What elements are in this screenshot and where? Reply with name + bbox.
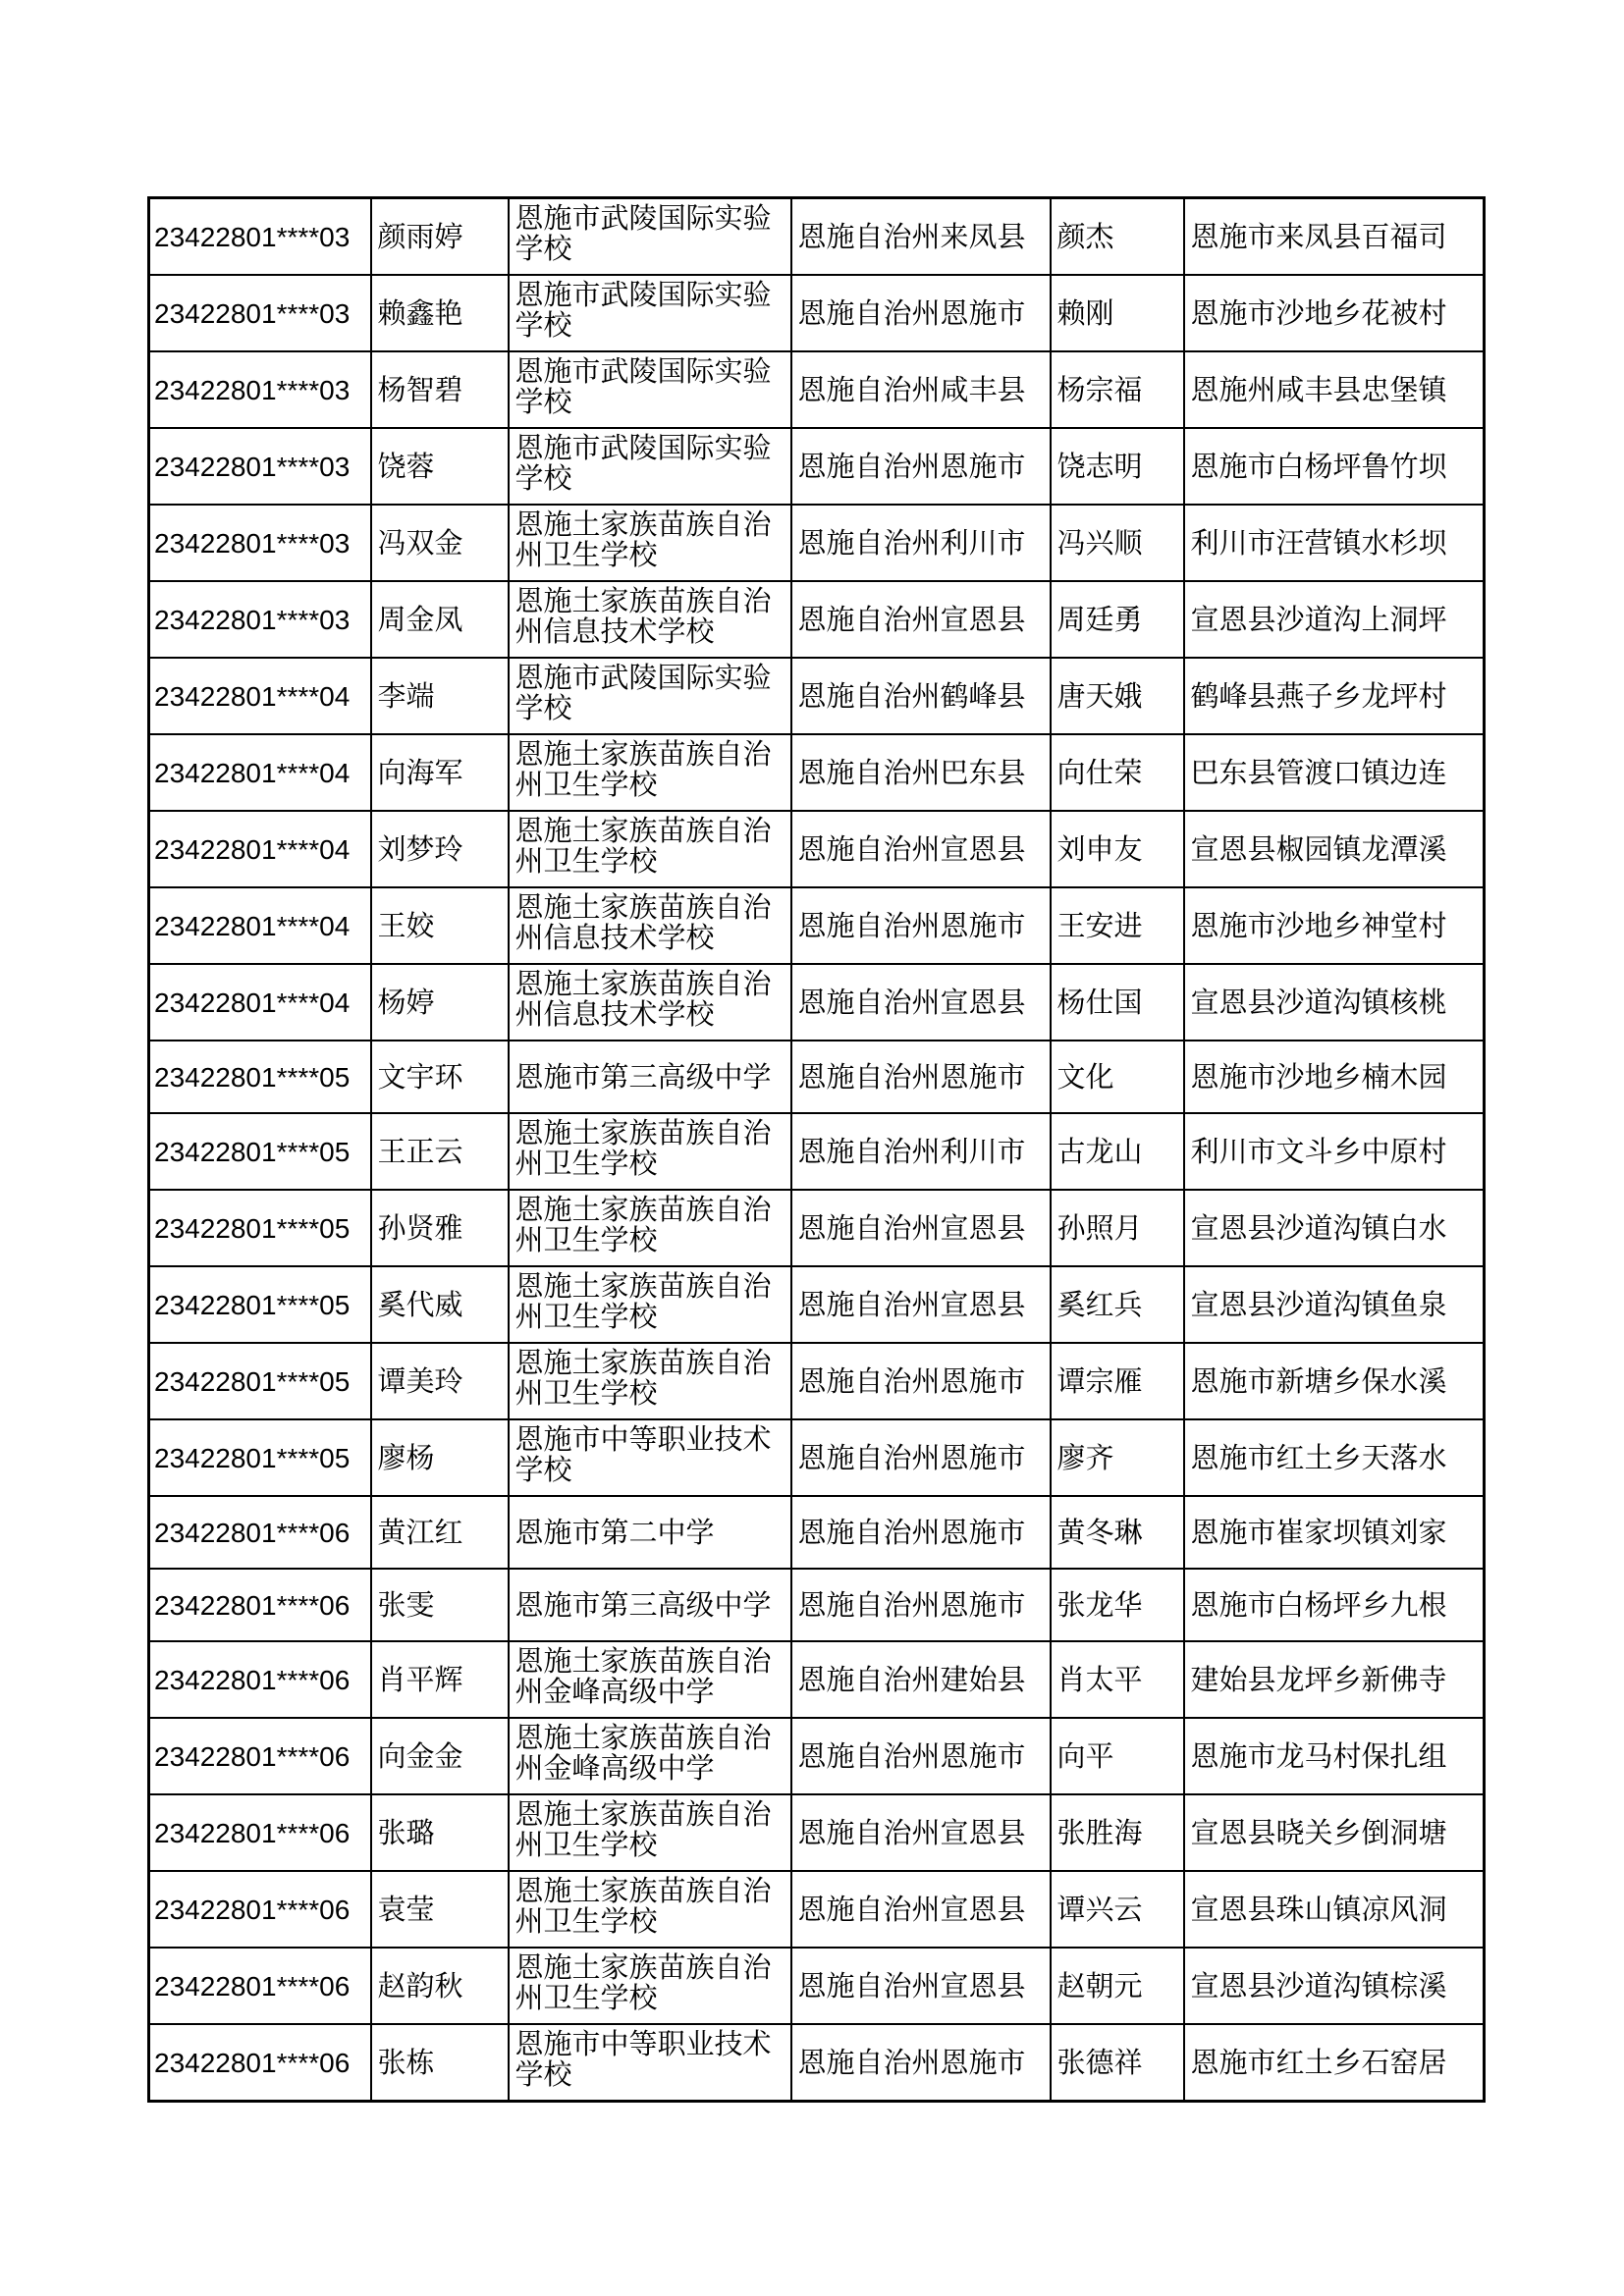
cell-region: 恩施自治州建始县 <box>791 1641 1051 1718</box>
cell-region: 恩施自治州宣恩县 <box>791 964 1051 1041</box>
cell-address: 恩施市白杨坪鲁竹坝 <box>1184 428 1485 505</box>
cell-address: 恩施市龙马村保扎组 <box>1184 1718 1485 1794</box>
cell-name: 赖鑫艳 <box>371 275 509 351</box>
cell-guardian: 张德祥 <box>1051 2024 1184 2102</box>
cell-address: 宣恩县沙道沟镇核桃 <box>1184 964 1485 1041</box>
cell-name: 颜雨婷 <box>371 198 509 276</box>
cell-address: 宣恩县沙道沟镇鱼泉 <box>1184 1266 1485 1343</box>
cell-name: 杨婷 <box>371 964 509 1041</box>
cell-school: 恩施土家族苗族自治州信息技术学校 <box>509 581 791 658</box>
cell-id: 23422801****06 <box>149 1871 371 1948</box>
cell-region: 恩施自治州恩施市 <box>791 1343 1051 1419</box>
table-row <box>149 581 1485 658</box>
table-row <box>149 1718 1485 1794</box>
table-row <box>149 964 1485 1041</box>
cell-region: 恩施自治州宣恩县 <box>791 1794 1051 1871</box>
cell-name: 廖杨 <box>371 1419 509 1496</box>
cell-address: 恩施市白杨坪乡九根 <box>1184 1569 1485 1641</box>
cell-address: 利川市文斗乡中原村 <box>1184 1113 1485 1190</box>
cell-guardian: 周廷勇 <box>1051 581 1184 658</box>
cell-name: 张雯 <box>371 1569 509 1641</box>
table-row <box>149 1266 1485 1343</box>
table-row <box>149 1496 1485 1569</box>
cell-school: 恩施市第三高级中学 <box>509 1041 791 1113</box>
cell-id: 23422801****05 <box>149 1343 371 1419</box>
cell-guardian: 向仕荣 <box>1051 734 1184 811</box>
cell-school: 恩施土家族苗族自治州金峰高级中学 <box>509 1641 791 1718</box>
cell-name: 赵韵秋 <box>371 1948 509 2024</box>
cell-school: 恩施土家族苗族自治州卫生学校 <box>509 1343 791 1419</box>
cell-school: 恩施土家族苗族自治州卫生学校 <box>509 1948 791 2024</box>
cell-id: 23422801****06 <box>149 2024 371 2102</box>
cell-guardian: 饶志明 <box>1051 428 1184 505</box>
cell-name: 文宇环 <box>371 1041 509 1113</box>
cell-id: 23422801****03 <box>149 428 371 505</box>
table-row <box>149 734 1485 811</box>
cell-id: 23422801****05 <box>149 1419 371 1496</box>
cell-name: 袁莹 <box>371 1871 509 1948</box>
cell-id: 23422801****03 <box>149 505 371 581</box>
cell-address: 宣恩县沙道沟上洞坪 <box>1184 581 1485 658</box>
table-row <box>149 1190 1485 1266</box>
table-row <box>149 1113 1485 1190</box>
cell-guardian: 黄冬琳 <box>1051 1496 1184 1569</box>
cell-guardian: 谭兴云 <box>1051 1871 1184 1948</box>
table-row <box>149 811 1485 887</box>
cell-region: 恩施自治州恩施市 <box>791 1419 1051 1496</box>
cell-name: 王正云 <box>371 1113 509 1190</box>
cell-guardian: 王安进 <box>1051 887 1184 964</box>
cell-id: 23422801****03 <box>149 275 371 351</box>
cell-region: 恩施自治州恩施市 <box>791 1041 1051 1113</box>
cell-name: 周金凤 <box>371 581 509 658</box>
cell-school: 恩施土家族苗族自治州信息技术学校 <box>509 964 791 1041</box>
cell-school: 恩施土家族苗族自治州卫生学校 <box>509 1794 791 1871</box>
cell-address: 恩施市沙地乡楠木园 <box>1184 1041 1485 1113</box>
cell-school: 恩施市第三高级中学 <box>509 1569 791 1641</box>
table-row <box>149 198 1485 276</box>
cell-school: 恩施土家族苗族自治州卫生学校 <box>509 1871 791 1948</box>
cell-guardian: 谭宗雁 <box>1051 1343 1184 1419</box>
cell-address: 恩施市来凤县百福司 <box>1184 198 1485 276</box>
cell-address: 宣恩县椒园镇龙潭溪 <box>1184 811 1485 887</box>
table-body <box>149 198 1485 2102</box>
cell-school: 恩施市武陵国际实验学校 <box>509 198 791 276</box>
cell-region: 恩施自治州恩施市 <box>791 275 1051 351</box>
cell-region: 恩施自治州恩施市 <box>791 1496 1051 1569</box>
cell-school: 恩施市武陵国际实验学校 <box>509 428 791 505</box>
cell-address: 恩施市红土乡石窑居 <box>1184 2024 1485 2102</box>
cell-address: 恩施市新塘乡保水溪 <box>1184 1343 1485 1419</box>
cell-address: 宣恩县沙道沟镇白水 <box>1184 1190 1485 1266</box>
table-row <box>149 1871 1485 1948</box>
cell-id: 23422801****06 <box>149 1641 371 1718</box>
cell-school: 恩施土家族苗族自治州卫生学校 <box>509 505 791 581</box>
cell-address: 鹤峰县燕子乡龙坪村 <box>1184 658 1485 734</box>
cell-region: 恩施自治州巴东县 <box>791 734 1051 811</box>
cell-address: 恩施市红土乡天落水 <box>1184 1419 1485 1496</box>
cell-school: 恩施市中等职业技术学校 <box>509 2024 791 2102</box>
cell-school: 恩施土家族苗族自治州卫生学校 <box>509 1190 791 1266</box>
cell-address: 恩施市崔家坝镇刘家 <box>1184 1496 1485 1569</box>
cell-region: 恩施自治州宣恩县 <box>791 1948 1051 2024</box>
cell-region: 恩施自治州来凤县 <box>791 198 1051 276</box>
cell-guardian: 文化 <box>1051 1041 1184 1113</box>
table-row <box>149 275 1485 351</box>
table-row <box>149 1794 1485 1871</box>
cell-region: 恩施自治州恩施市 <box>791 1569 1051 1641</box>
cell-name: 张栋 <box>371 2024 509 2102</box>
cell-region: 恩施自治州咸丰县 <box>791 351 1051 428</box>
cell-id: 23422801****05 <box>149 1041 371 1113</box>
cell-address: 建始县龙坪乡新佛寺 <box>1184 1641 1485 1718</box>
cell-guardian: 杨宗福 <box>1051 351 1184 428</box>
cell-school: 恩施市第二中学 <box>509 1496 791 1569</box>
table-row <box>149 505 1485 581</box>
cell-name: 孙贤雅 <box>371 1190 509 1266</box>
cell-id: 23422801****04 <box>149 734 371 811</box>
table-row <box>149 1041 1485 1113</box>
cell-region: 恩施自治州恩施市 <box>791 2024 1051 2102</box>
cell-school: 恩施土家族苗族自治州卫生学校 <box>509 734 791 811</box>
cell-name: 杨智碧 <box>371 351 509 428</box>
cell-id: 23422801****06 <box>149 1948 371 2024</box>
cell-name: 李端 <box>371 658 509 734</box>
cell-guardian: 奚红兵 <box>1051 1266 1184 1343</box>
cell-school: 恩施土家族苗族自治州卫生学校 <box>509 811 791 887</box>
cell-school: 恩施市武陵国际实验学校 <box>509 275 791 351</box>
cell-region: 恩施自治州宣恩县 <box>791 1190 1051 1266</box>
cell-guardian: 古龙山 <box>1051 1113 1184 1190</box>
cell-id: 23422801****05 <box>149 1113 371 1190</box>
cell-school: 恩施土家族苗族自治州卫生学校 <box>509 1113 791 1190</box>
table-row <box>149 428 1485 505</box>
cell-address: 恩施市沙地乡花被村 <box>1184 275 1485 351</box>
cell-guardian: 廖齐 <box>1051 1419 1184 1496</box>
cell-id: 23422801****05 <box>149 1266 371 1343</box>
cell-region: 恩施自治州宣恩县 <box>791 581 1051 658</box>
cell-region: 恩施自治州宣恩县 <box>791 1871 1051 1948</box>
cell-id: 23422801****06 <box>149 1496 371 1569</box>
cell-address: 宣恩县珠山镇凉风洞 <box>1184 1871 1485 1948</box>
cell-school: 恩施市武陵国际实验学校 <box>509 658 791 734</box>
cell-guardian: 张胜海 <box>1051 1794 1184 1871</box>
cell-name: 刘梦玲 <box>371 811 509 887</box>
table-row <box>149 1343 1485 1419</box>
cell-id: 23422801****06 <box>149 1569 371 1641</box>
cell-guardian: 刘申友 <box>1051 811 1184 887</box>
table-row <box>149 658 1485 734</box>
cell-guardian: 向平 <box>1051 1718 1184 1794</box>
cell-id: 23422801****03 <box>149 581 371 658</box>
student-table <box>147 196 1486 2103</box>
table-row <box>149 1641 1485 1718</box>
cell-name: 谭美玲 <box>371 1343 509 1419</box>
cell-id: 23422801****05 <box>149 1190 371 1266</box>
cell-school: 恩施市武陵国际实验学校 <box>509 351 791 428</box>
cell-guardian: 肖太平 <box>1051 1641 1184 1718</box>
cell-region: 恩施自治州恩施市 <box>791 1718 1051 1794</box>
cell-id: 23422801****06 <box>149 1718 371 1794</box>
cell-name: 冯双金 <box>371 505 509 581</box>
cell-address: 恩施市沙地乡神堂村 <box>1184 887 1485 964</box>
table-row <box>149 1948 1485 2024</box>
table-row <box>149 1419 1485 1496</box>
cell-guardian: 唐天娥 <box>1051 658 1184 734</box>
cell-name: 奚代威 <box>371 1266 509 1343</box>
cell-name: 饶蓉 <box>371 428 509 505</box>
table-row <box>149 2024 1485 2102</box>
cell-name: 王姣 <box>371 887 509 964</box>
cell-guardian: 赵朝元 <box>1051 1948 1184 2024</box>
cell-guardian: 赖刚 <box>1051 275 1184 351</box>
cell-school: 恩施土家族苗族自治州信息技术学校 <box>509 887 791 964</box>
cell-address: 巴东县管渡口镇边连 <box>1184 734 1485 811</box>
cell-name: 肖平辉 <box>371 1641 509 1718</box>
cell-region: 恩施自治州宣恩县 <box>791 1266 1051 1343</box>
cell-region: 恩施自治州利川市 <box>791 1113 1051 1190</box>
cell-school: 恩施市中等职业技术学校 <box>509 1419 791 1496</box>
cell-guardian: 颜杰 <box>1051 198 1184 276</box>
cell-id: 23422801****03 <box>149 351 371 428</box>
cell-name: 向海军 <box>371 734 509 811</box>
cell-region: 恩施自治州宣恩县 <box>791 811 1051 887</box>
cell-address: 宣恩县晓关乡倒洞塘 <box>1184 1794 1485 1871</box>
cell-region: 恩施自治州恩施市 <box>791 887 1051 964</box>
table-row <box>149 887 1485 964</box>
cell-name: 黄江红 <box>371 1496 509 1569</box>
cell-id: 23422801****04 <box>149 658 371 734</box>
cell-guardian: 孙照月 <box>1051 1190 1184 1266</box>
cell-region: 恩施自治州恩施市 <box>791 428 1051 505</box>
cell-guardian: 张龙华 <box>1051 1569 1184 1641</box>
cell-region: 恩施自治州利川市 <box>791 505 1051 581</box>
cell-address: 恩施州咸丰县忠堡镇 <box>1184 351 1485 428</box>
cell-id: 23422801****04 <box>149 887 371 964</box>
table-row <box>149 351 1485 428</box>
cell-school: 恩施土家族苗族自治州金峰高级中学 <box>509 1718 791 1794</box>
cell-address: 利川市汪营镇水杉坝 <box>1184 505 1485 581</box>
cell-id: 23422801****03 <box>149 198 371 276</box>
cell-guardian: 杨仕国 <box>1051 964 1184 1041</box>
cell-region: 恩施自治州鹤峰县 <box>791 658 1051 734</box>
cell-guardian: 冯兴顺 <box>1051 505 1184 581</box>
cell-id: 23422801****04 <box>149 964 371 1041</box>
cell-name: 张璐 <box>371 1794 509 1871</box>
cell-school: 恩施土家族苗族自治州卫生学校 <box>509 1266 791 1343</box>
table-row <box>149 1569 1485 1641</box>
cell-id: 23422801****04 <box>149 811 371 887</box>
cell-id: 23422801****06 <box>149 1794 371 1871</box>
cell-name: 向金金 <box>371 1718 509 1794</box>
cell-address: 宣恩县沙道沟镇棕溪 <box>1184 1948 1485 2024</box>
